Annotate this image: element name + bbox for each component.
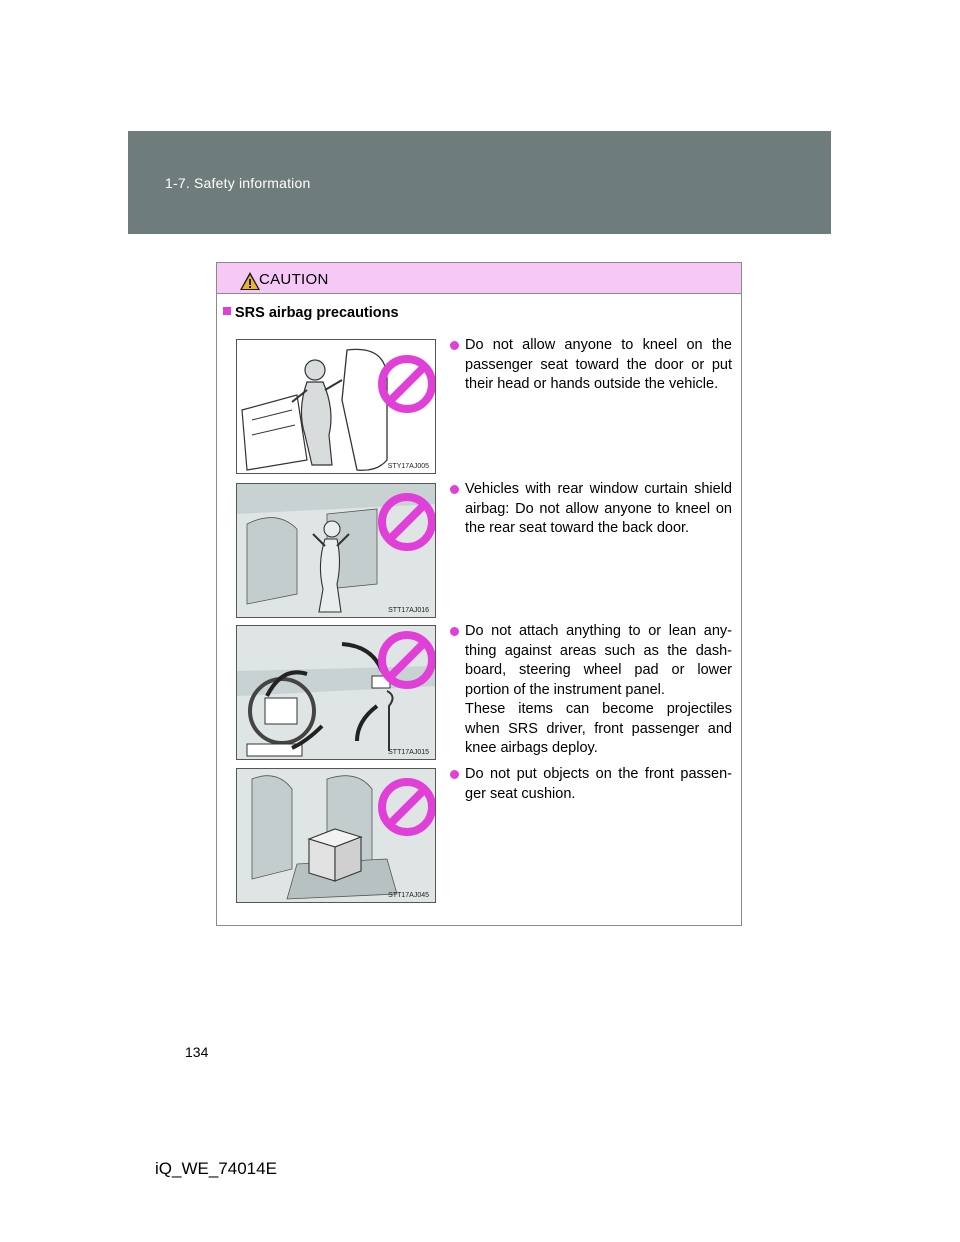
round-bullet-icon: [450, 485, 459, 494]
bullet-item: [450, 765, 732, 804]
round-bullet-icon: [450, 341, 459, 350]
page-number: 134: [185, 1044, 209, 1060]
illustration-kneel-rear-seat: [236, 483, 436, 618]
image-code: STY17AJ005: [387, 463, 429, 470]
caution-title: CAUTION: [259, 271, 329, 288]
caution-bar: [217, 263, 741, 294]
image-code: STT17AJ045: [388, 892, 429, 899]
warning-triangle-icon: [239, 271, 261, 291]
prohibition-icon: [377, 492, 436, 552]
bullet-item: [450, 480, 732, 539]
prohibition-icon: [377, 777, 436, 837]
document-code: iQ_WE_74014E: [155, 1159, 277, 1178]
caution-box: [216, 262, 742, 926]
round-bullet-icon: [450, 627, 459, 636]
illustration-kneel-passenger-seat: [236, 339, 436, 474]
prohibition-icon: [377, 354, 436, 414]
round-bullet-icon: [450, 770, 459, 779]
section-heading: [223, 305, 399, 321]
image-code: STT17AJ015: [388, 749, 429, 756]
bullet-text: Do not attach anything to or lean any-thing against areas such as the dash-board, steering wheel pad or lower portion of the instrument panel.: [465, 623, 732, 698]
bullet-text: Do not put objects on the front passen-ger seat cushion.: [465, 766, 732, 802]
section-heading-text: SRS airbag precautions: [235, 305, 399, 321]
illustration-dashboard-objects: [236, 625, 436, 760]
square-bullet-icon: [223, 307, 231, 315]
bullet-text: Do not allow anyone to kneel on the passenger seat toward the door or put their head or hands outside the vehicle.: [465, 337, 732, 392]
prohibition-icon: [377, 630, 436, 690]
bullet-item: [450, 336, 732, 395]
bullet-text-continuation: These items can become projectiles when SRS driver, front passenger and knee airbags deploy.: [465, 701, 732, 756]
bullet-text: Vehicles with rear window curtain shield airbag: Do not allow anyone to kneel on the rear seat toward the back door.: [465, 481, 732, 536]
illustration-seat-cushion-object: [236, 768, 436, 903]
bullet-item: [450, 622, 732, 759]
section-title: 1-7. Safety information: [165, 175, 311, 191]
image-code: STT17AJ016: [388, 607, 429, 614]
